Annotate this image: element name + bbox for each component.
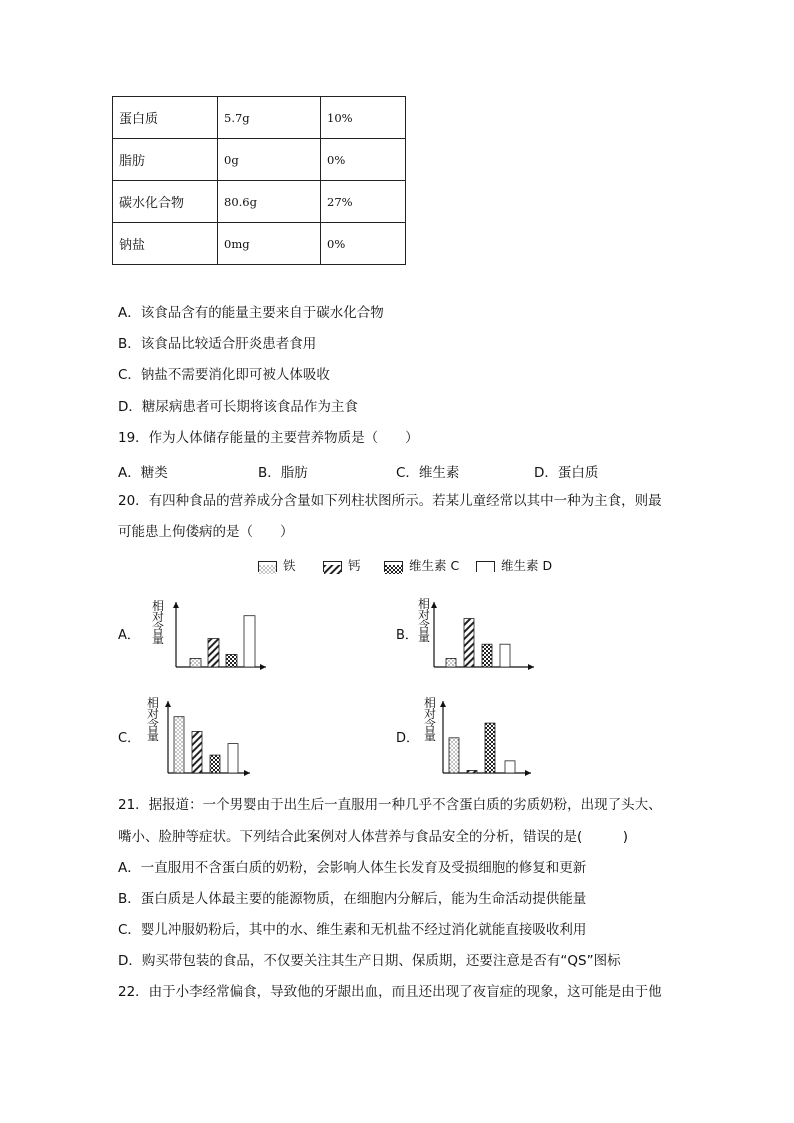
q19-option-a: A．糖类: [118, 465, 168, 481]
y-axis-label-char: 对: [151, 610, 164, 624]
nutrition-row: [113, 139, 406, 181]
x-axis-arrow: [244, 770, 250, 776]
nutrition-row: [113, 223, 406, 265]
bar-vitamin-c: [482, 644, 492, 667]
q22-stem-line1: 22．由于小李经常偏食，导致他的牙龈出血，而且还出现了夜盲症的现象，这可能是由于他: [118, 984, 662, 1000]
chart-a-label: A．: [118, 628, 140, 643]
chart-b-label: B．: [396, 628, 418, 643]
y-axis-label-char: 含: [151, 621, 164, 635]
legend-calcium-swatch: [323, 561, 342, 572]
x-axis-arrow: [528, 664, 534, 670]
bar-vitamin-d: [505, 761, 515, 773]
y-axis-label-char: 含: [146, 718, 159, 732]
q19-option-c: C．维生素: [396, 465, 460, 481]
q21-option-c: C．婴儿冲服奶粉后，其中的水、维生素和无机盐不经过消化就能直接吸收利用: [118, 922, 587, 938]
chart-d: [437, 695, 537, 780]
y-axis-label-char: 相: [423, 696, 436, 710]
bar-calcium: [192, 731, 202, 773]
chart-d-label: D．: [396, 731, 420, 746]
y-axis-label-char: 含: [423, 718, 436, 732]
bar-iron: [174, 717, 184, 773]
legend-vitamin-d: 维生素 D: [476, 556, 552, 574]
bar-calcium: [467, 770, 477, 773]
q19-option-d: D．蛋白质: [534, 465, 599, 481]
y-axis-label-char: 量: [417, 630, 430, 644]
q18-option-b: B．该食品比较适合肝炎患者食用: [118, 336, 317, 352]
y-axis-label-char: 量: [146, 729, 159, 743]
nutrient-amount: 0g: [218, 139, 321, 181]
y-axis-label-char: 相: [151, 599, 164, 613]
q19-stem: 19．作为人体储存能量的主要营养物质是（ ）: [118, 430, 419, 446]
nutrition-row: [113, 181, 406, 223]
q20-stem-line2: 可能患上佝偻病的是（ ）: [118, 524, 294, 540]
legend-calcium: 钙: [323, 556, 361, 574]
y-axis-label-char: 含: [417, 619, 430, 633]
x-axis-arrow: [260, 664, 266, 670]
q20-stem-line1: 20．有四种食品的营养成分含量如下列柱状图所示。若某儿童经常以其中一种为主食，则最: [118, 493, 662, 509]
nutrient-name: 脂肪: [113, 139, 218, 181]
q21-stem-line1: 21．据报道：一个男婴由于出生后一直服用一种几乎不含蛋白质的劣质奶粉，出现了头大、: [118, 797, 662, 813]
nutrient-name: 碳水化合物: [113, 181, 218, 223]
legend-vitamin-c: 维生素 C: [384, 556, 459, 574]
bar-iron: [190, 658, 201, 667]
nutrient-nrv: 0%: [321, 223, 406, 265]
q21-option-d: D．购买带包装的食品，不仅要关注其生产日期、保质期，还要注意是否有“QS”图标: [118, 953, 621, 969]
nutrient-amount: 80.6g: [218, 181, 321, 223]
bar-vitamin-d: [244, 616, 255, 667]
chart-legend: [258, 556, 558, 574]
y-axis-arrow: [173, 602, 179, 608]
nutrient-name: 蛋白质: [113, 97, 218, 139]
y-axis-label-char: 对: [417, 608, 430, 622]
bar-vitamin-d: [500, 644, 510, 667]
nutrient-nrv: 0%: [321, 139, 406, 181]
nutrient-amount: 5.7g: [218, 97, 321, 139]
q19-option-b: B．脂肪: [258, 465, 308, 481]
bar-vitamin-d: [228, 744, 238, 773]
y-axis-label-char: 相: [146, 696, 159, 710]
nutrient-nrv: 27%: [321, 181, 406, 223]
y-axis-label-char: 对: [423, 707, 436, 721]
nutrient-nrv: 10%: [321, 97, 406, 139]
y-axis-label-char: 相: [417, 597, 430, 611]
bar-calcium: [464, 619, 474, 667]
nutrient-name: 钠盐: [113, 223, 218, 265]
bar-vitamin-c: [485, 723, 495, 773]
y-axis-label-char: 对: [146, 707, 159, 721]
q18-option-a: A．该食品含有的能量主要来自于碳水化合物: [118, 305, 384, 321]
q18-option-d: D．糖尿病患者可长期将该食品作为主食: [118, 399, 358, 415]
bar-iron: [446, 658, 456, 667]
y-axis-label-char: 量: [423, 729, 436, 743]
legend-iron-swatch: [258, 561, 277, 572]
q21-option-a: A．一直服用不含蛋白质的奶粉，会影响人体生长发育及受损细胞的修复和更新: [118, 860, 587, 876]
bar-vitamin-c: [210, 755, 220, 773]
nutrition-table: [112, 96, 406, 265]
legend-iron: 铁: [258, 556, 296, 574]
chart-a: [168, 596, 268, 676]
q21-stem-line2: 嘴小、脸肿等症状。下列结合此案例对人体营养与食品安全的分析，错误的是( ): [118, 829, 629, 845]
y-axis-label-char: 量: [151, 632, 164, 646]
y-axis-arrow: [165, 701, 171, 707]
chart-c-label: C．: [118, 731, 141, 746]
legend-vitamin-d-swatch: [476, 561, 495, 572]
bar-calcium: [208, 639, 219, 668]
q21-option-b: B．蛋白质是人体最主要的能源物质，在细胞内分解后，能为生命活动提供能量: [118, 891, 587, 907]
y-axis-arrow: [440, 701, 446, 707]
legend-vitamin-c-swatch: [384, 561, 403, 572]
chart-c: [163, 695, 263, 780]
chart-b: [428, 596, 548, 676]
x-axis-arrow: [525, 770, 531, 776]
q18-option-c: C．钠盐不需要消化即可被人体吸收: [118, 367, 330, 383]
nutrition-row: [113, 97, 406, 139]
nutrient-amount: 0mg: [218, 223, 321, 265]
bar-iron: [449, 738, 459, 773]
bar-vitamin-c: [226, 654, 237, 667]
y-axis-arrow: [431, 602, 437, 608]
